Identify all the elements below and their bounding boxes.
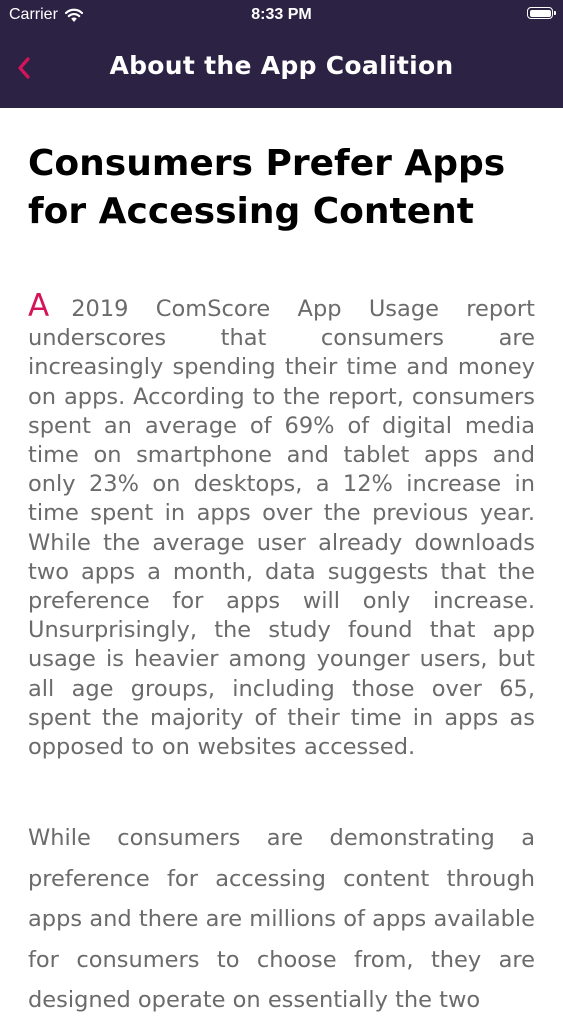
status-bar <box>0 0 563 30</box>
navigation-bar <box>0 0 563 108</box>
battery-icon <box>527 7 553 19</box>
carrier-label: Carrier <box>9 6 58 23</box>
article-content <box>28 140 535 1021</box>
article-paragraph-1 <box>28 288 535 762</box>
nav-title: About the App Coalition <box>109 51 454 80</box>
status-time: 8:33 PM <box>251 6 312 23</box>
paragraph-1-text: 2019 ComScore App Usage report underscores that consumers are increasingly spending their time and money on apps. According to the report, consumers spent an average of 69% of digital media time on smartphone and tablet apps and only 23% on desktops, a 12% increase in time spent in apps over the previous year. While the average user already downloads two apps a month, data suggests that the preference for apps will only increase. Unsurprisingly, the study found that app usage is heavier among younger users, but all age groups, including those over 65, spent the majority of their time in apps as opposed to on websites accessed. <box>28 296 535 761</box>
article-paragraph-2: While consumers are demonstrating a preference for accessing content through apps and there are millions of apps available for consumers to choose from, they are designed operate on essentially the two <box>28 825 535 1014</box>
article-headline: Consumers Prefer Apps for Accessing Content <box>28 143 506 232</box>
drop-cap: A <box>28 288 50 324</box>
